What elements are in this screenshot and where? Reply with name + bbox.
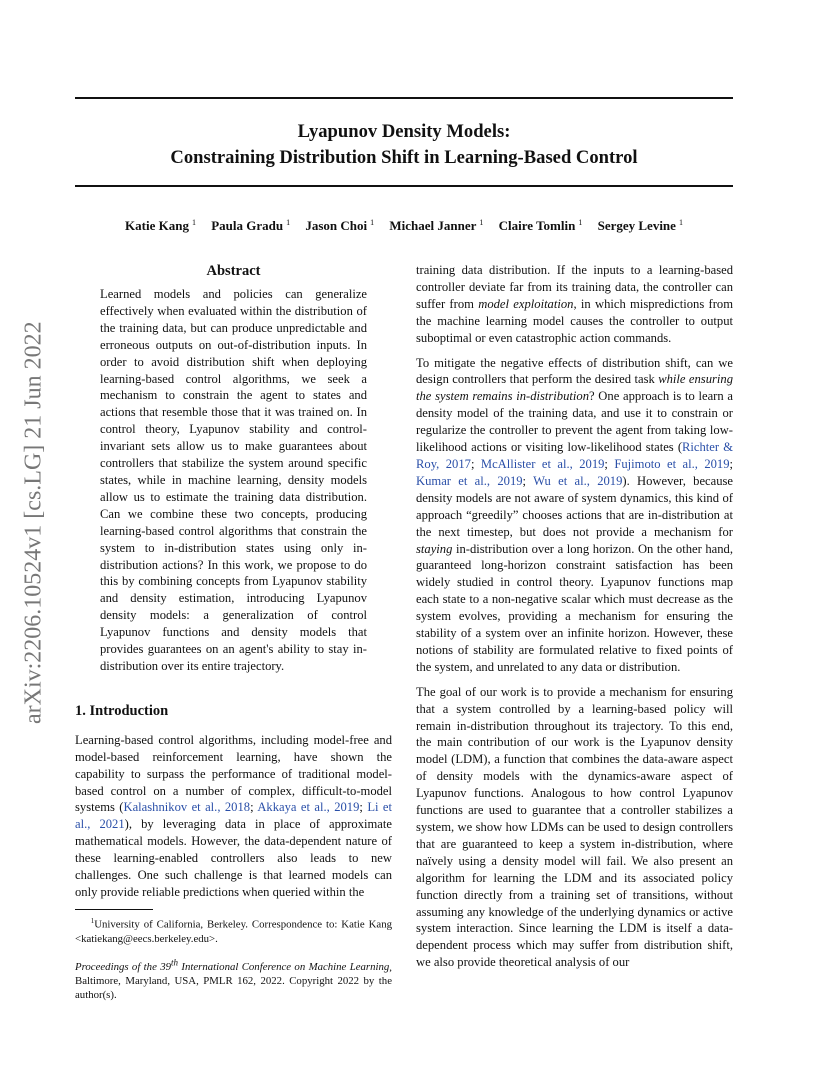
paragraph [416, 262, 733, 347]
left-column [75, 262, 392, 1002]
author-affiliation-mark: 1 [286, 218, 291, 227]
citation-link[interactable]: McAllister et al., 2019 [480, 456, 605, 471]
text-span: training data distribution. If the inputs to a learning-based controller deviate far from its training data, the controller can suffer from [416, 263, 733, 311]
text-span: th [171, 957, 179, 968]
text-span: ; [470, 456, 481, 471]
text-span: ; [359, 800, 368, 815]
footnote-mark: 1 [90, 916, 95, 925]
footnote [75, 914, 392, 946]
top-rule [75, 97, 733, 99]
citation-link[interactable]: Wu et al., 2019 [533, 473, 623, 488]
author [211, 214, 290, 235]
author-affiliation-mark: 1 [191, 218, 196, 227]
intro-paragraph [75, 732, 392, 901]
text-span: ). However, because density models are not aware of system dynamics, this kind of approach “greedily” chooses actions that are in-distribution at the next timestep, but does not provide a mechanism for [416, 473, 733, 539]
abstract-heading: Abstract [206, 263, 261, 279]
paragraph: The goal of our work is to provide a mechanism for ensuring that a system controlled by a learning-based policy will remain in-distribution throughout its trajectory. To this end, the main contribution of our work is the Lyapunov density model (LDM), a function that combines the data-aware aspect of density models with the dynamics-aware aspect of Lyapunov functions. Analogous to how control Lyapunov functions are used to guarantee that a controller stabilizes a system, we show how LDMs can be used to design controllers that are guaranteed to keep a system in-distribution, where naïvely using a density model will fail. We also present an algorithm for learning the LDM and its associated policy function directly from a training set of transitions, without assuming any knowledge of the underlying dynamics or active system interaction. Since learning the LDM is itself a data-dependent process which may suffer from distribution shift, we also provide theoretical analysis of our [416, 684, 733, 970]
author-affiliation-mark: 1 [479, 218, 484, 227]
author [125, 214, 196, 235]
text-span: To mitigate the negative effects of distribution shift, can we design controllers that perform the desired task [416, 355, 733, 387]
text-span: model exploitation [478, 296, 574, 311]
author [305, 214, 374, 235]
text-span: , Baltimore, Maryland, USA, PMLR 162, 2022. Copyright 2022 by the author(s). [75, 961, 392, 1002]
footnote-text: University of California, Berkeley. Correspondence to: Katie Kang <katiekang@eecs.berkeley.edu>. [75, 918, 393, 945]
author-name: Jason Choi [305, 218, 368, 233]
abstract-body: Learned models and policies can generalize effectively when evaluated within the distribution of the training data, but can produce unpredictable and erroneous outputs on out-of-distribution inputs. In order to avoid distribution shift when deploying learning-based control algorithms, we seek a mechanism to constrain the agent to states and actions that resemble those that it was trained on. In control theory, Lyapunov stability and control-invariant sets allow us to make guarantees about controllers that stabilize the system around specific states, while in machine learning, density models allow us to estimate the training data distribution. Can we combine these two concepts, producing learning-based control algorithms that constrain the system to in-distribution states using only in-distribution actions? In this work, we propose to do this by combining concepts from Lyapunov stability and density estimation, introducing Lyapunov density models: a generalization of control Lyapunov functions and density models that provides guarantees on an agent's ability to stay in-distribution over its entire trajectory. [100, 287, 367, 673]
author-name: Claire Tomlin [498, 218, 576, 233]
text-span: in-distribution over a long horizon. On the other hand, guaranteed long-horizon constraint satisfaction has been widely studied in control theory. Lyapunov functions map each state to a non-negative scalar which must decrease as the system evolves, providing a mechanism for ensuring the stability of a system over an infinite horizon. However, these notions of stability are formulated relative to fixed points of the system, and unrelated to any data or distribution. [416, 541, 733, 674]
text-span: ? One approach is to learn a density model of the training data, and use it to constrain or regularize the controller to prevent the agent from taking low-likelihood actions or visiting low-likelihood states ( [416, 389, 733, 455]
citation-link[interactable]: Li et al., 2021 [75, 800, 393, 832]
footnote-rule [75, 909, 153, 910]
citation-link[interactable]: Fujimoto et al., 2019 [614, 456, 730, 471]
text-span: ; [604, 456, 615, 471]
paragraph [416, 355, 733, 676]
author-affiliation-mark: 1 [678, 218, 683, 227]
author-name: Sergey Levine [597, 218, 676, 233]
text-span: ; [729, 456, 734, 471]
author-name: Michael Janner [389, 218, 477, 233]
text-span: while ensuring the system remains in-distribution [416, 372, 733, 404]
author [389, 214, 483, 235]
citation-link[interactable]: Kalashnikov et al., 2018 [123, 800, 251, 815]
paper-title [75, 119, 733, 171]
title-line-2: Constraining Distribution Shift in Learning-Based Control [170, 147, 638, 168]
author-affiliation-mark: 1 [370, 218, 375, 227]
author [499, 214, 583, 235]
text-span: ), by leveraging data in place of approximate mathematical models. However, the data-dependent nature of these learning-enabled controllers also leads to new challenges. One such challenge is that learned models can only provide reliable predictions when queried within the [75, 817, 392, 899]
citation-link[interactable]: Akkaya et al., 2019 [257, 800, 360, 815]
text-span: International Conference on Machine Learning [178, 961, 390, 974]
text-span: ; [522, 473, 534, 488]
citation-link[interactable]: Kumar et al., 2019 [416, 473, 523, 488]
citation-link[interactable]: Richter & Roy, 2017 [416, 440, 733, 471]
text-span: Learning-based control algorithms, including model-free and model-based reinforcement learning, have shown the capability to surpass the performance of traditional model-based control on a number of complex, difficult-to-model systems ( [75, 732, 392, 815]
right-column [416, 262, 733, 979]
author-name: Katie Kang [125, 218, 189, 233]
proceedings-note [75, 956, 392, 1003]
section-heading-introduction: 1. Introduction [75, 702, 169, 719]
text-span: , in which mispredictions from the machine learning model causes the controller to output suboptimal or even catastrophic action commands. [416, 296, 733, 345]
author-list [75, 214, 733, 235]
title-bottom-rule [75, 185, 733, 187]
title-line-1: Lyapunov Density Models: [297, 121, 511, 142]
author [598, 214, 683, 235]
text-span: staying [416, 541, 453, 556]
author-affiliation-mark: 1 [578, 218, 583, 227]
text-span: ; [250, 800, 258, 815]
arxiv-watermark: arXiv:2206.10524v1 [cs.LG] 21 Jun 2022 [20, 321, 47, 725]
text-span: Proceedings of the 39 [75, 961, 172, 974]
author-name: Paula Gradu [211, 218, 284, 233]
